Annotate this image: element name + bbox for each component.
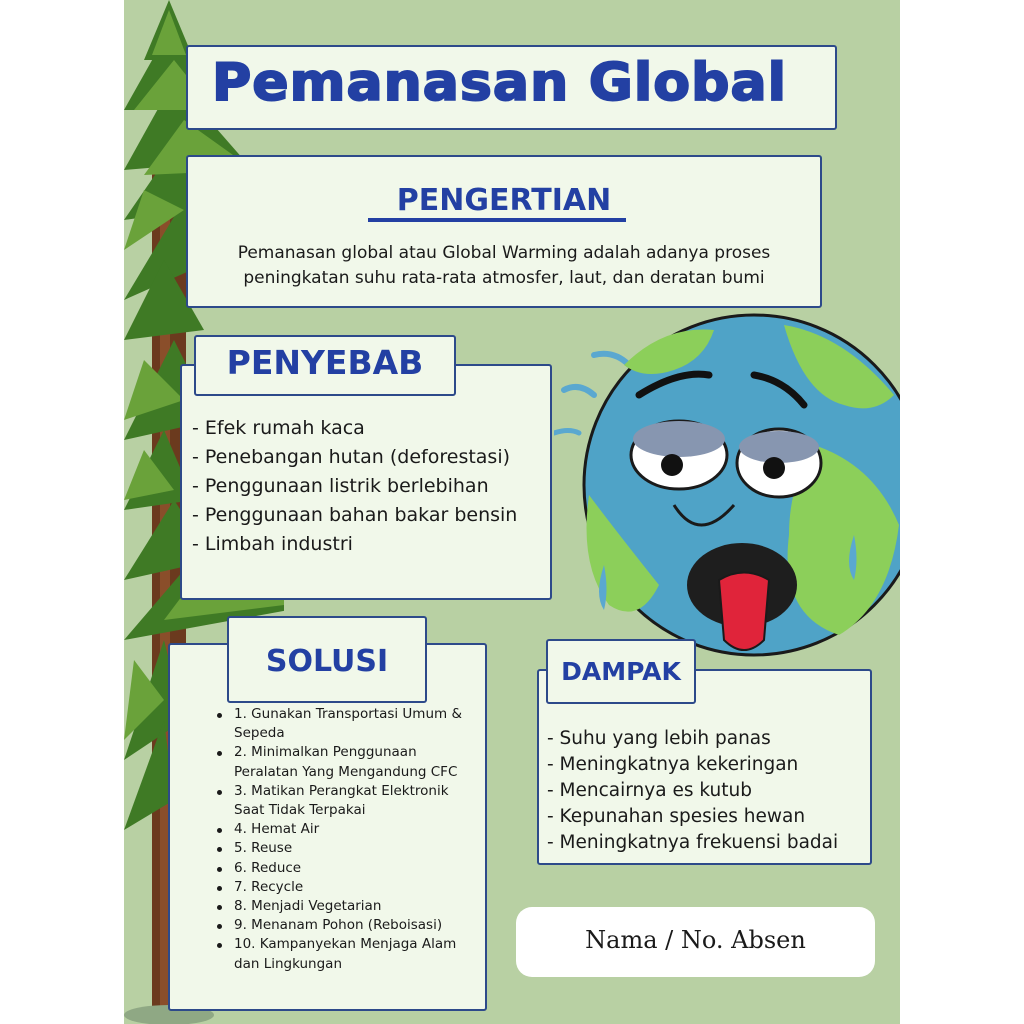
impact-item: - Suhu yang lebih panas: [547, 728, 771, 749]
cause-item: - Penebangan hutan (deforestasi): [192, 446, 511, 468]
solutions-heading-tab: [227, 616, 427, 703]
cause-item: - Penggunaan bahan bakar bensin: [192, 504, 518, 526]
impacts-heading: DAMPAK: [561, 657, 681, 686]
solutions-heading: SOLUSI: [265, 644, 389, 679]
name-label: Nama / No. Absen: [585, 926, 806, 954]
definition-line: Pemanasan global atau Global Warming adalah adanya proses: [237, 243, 771, 263]
impact-item: - Meningkatnya kekeringan: [547, 754, 799, 775]
causes-section: [180, 364, 552, 600]
cause-item: - Penggunaan listrik berlebihan: [192, 475, 489, 497]
solution-item: 5. Reuse: [216, 839, 476, 858]
impacts-heading-tab: [546, 639, 696, 704]
solution-item: 7. Recycle: [216, 878, 476, 897]
definition-line: peningkatan suhu rata-rata atmosfer, laut, dan deratan bumi: [243, 268, 765, 288]
impact-item: - Kepunahan spesies hewan: [547, 806, 806, 827]
causes-heading-tab: [194, 335, 456, 396]
impact-item: - Meningkatnya frekuensi badai: [547, 832, 839, 853]
causes-heading: PENYEBAB: [226, 343, 424, 382]
solution-item: 9. Menanam Pohon (Reboisasi): [216, 916, 476, 935]
impact-item: - Mencairnya es kutub: [547, 780, 752, 801]
definition-text: [188, 241, 820, 291]
poster-title: Pemanasan Global: [212, 53, 788, 113]
definition-section: [186, 155, 822, 308]
causes-list: [192, 414, 517, 559]
name-field: [516, 907, 875, 977]
solution-item: 6. Reduce: [216, 859, 476, 878]
solution-item: 3. Matikan Perangkat Elektronik Saat Tidak Terpakai: [216, 782, 476, 820]
poster: [124, 0, 900, 1024]
cause-item: - Efek rumah kaca: [192, 417, 365, 439]
impacts-list: [547, 726, 838, 856]
title-banner: [186, 45, 837, 130]
solution-item: 2. Minimalkan Penggunaan Peralatan Yang Mengandung CFC: [216, 743, 476, 781]
solution-item: 1. Gunakan Transportasi Umum & Sepeda: [216, 705, 476, 743]
definition-heading: PENGERTIAN: [396, 183, 612, 218]
heading-underline: [368, 218, 626, 222]
solution-item: 8. Menjadi Vegetarian: [216, 897, 476, 916]
solution-item: 10. Kampanyekan Menjaga Alam dan Lingkungan: [216, 935, 476, 973]
solutions-list: [216, 705, 476, 974]
solution-item: 4. Hemat Air: [216, 820, 476, 839]
cause-item: - Limbah industri: [192, 533, 353, 555]
sweating-earth-illustration: [554, 305, 900, 665]
